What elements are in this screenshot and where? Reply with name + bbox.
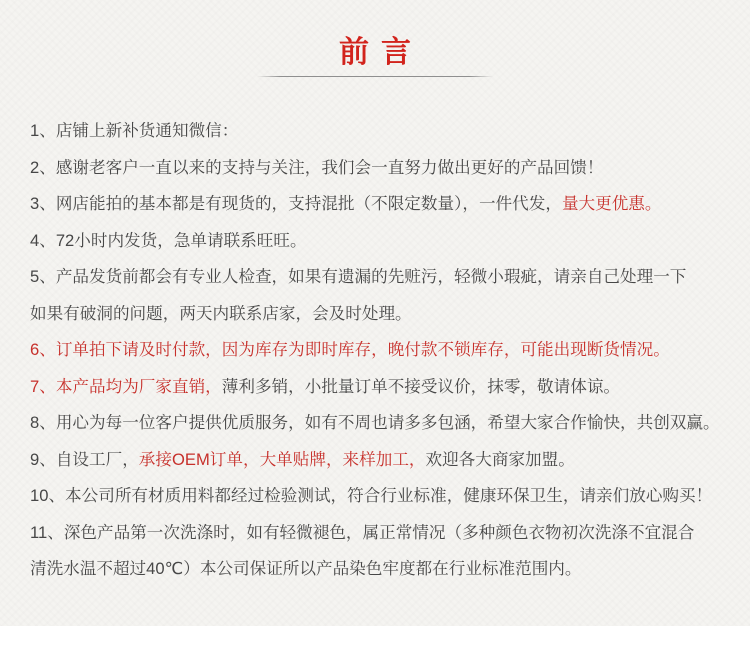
note-segment: 8、用心为每一位客户提供优质服务，如有不周也请多多包涵，希望大家合作愉快，共创双赢。 [30,413,720,432]
note-line [30,186,742,223]
note-line [30,113,742,150]
note-segment: 3、网店能拍的基本都是有现货的，支持混批（不限定数量），一件代发， [30,194,562,213]
note-line [30,551,742,588]
note-line [30,296,742,333]
page-title: 前言 [339,36,423,69]
title-divider [257,76,493,77]
note-segment: 承接OEM订单，大单贴牌，来样加工， [138,449,426,469]
note-segment: 11、深色产品第一次洗涤时，如有轻微褪色，属正常情况（多种颜色衣物初次洗涤不宜混合 [30,522,695,542]
note-line [30,478,742,515]
note-line [30,369,742,406]
note-segment: 5、产品发货前都会有专业人检查，如果有遗漏的先赃污，轻微小瑕疵，请亲自己处理一下 [30,267,687,286]
note-segment: 欢迎各大商家加盟。 [425,449,575,469]
notes-list [30,113,742,588]
note-line [30,223,742,260]
note-line [30,259,742,296]
note-line [30,515,742,552]
note-segment: 6、订单拍下请及时付款，因为库存为即时库存，晚付款不锁库存，可能出现断货情况。 [30,340,670,359]
bottom-white-strip [0,626,750,645]
note-line [30,405,742,442]
note-segment: 清洗水温不超过40℃）本公司保证所以产品染色牢度都在行业标准范围内。 [30,559,582,578]
note-line [30,442,742,479]
note-segment: 9、自设工厂， [30,449,139,469]
note-segment: 如果有破洞的问题，两天内联系店家，会及时处理。 [30,303,412,323]
note-segment: 2、感谢老客户一直以来的支持与关注，我们会一直努力做出更好的产品回馈！ [30,157,604,177]
note-segment: 1、店铺上新补货通知微信： [30,121,239,140]
note-segment: 10、本公司所有材质用料都经过检验测试，符合行业标准，健康环保卫生，请亲们放心购买！ [30,486,713,505]
title-section [0,36,750,77]
note-segment: 4、72小时内发货，急单请联系旺旺。 [30,230,307,250]
note-segment: 薄利多销，小批量订单不接受议价，抹零，敬请体谅。 [221,376,621,396]
note-line [30,150,742,187]
note-segment: 7、本产品均为厂家直销， [30,376,222,396]
note-line [30,332,742,369]
note-segment: 量大更优惠。 [561,194,662,213]
